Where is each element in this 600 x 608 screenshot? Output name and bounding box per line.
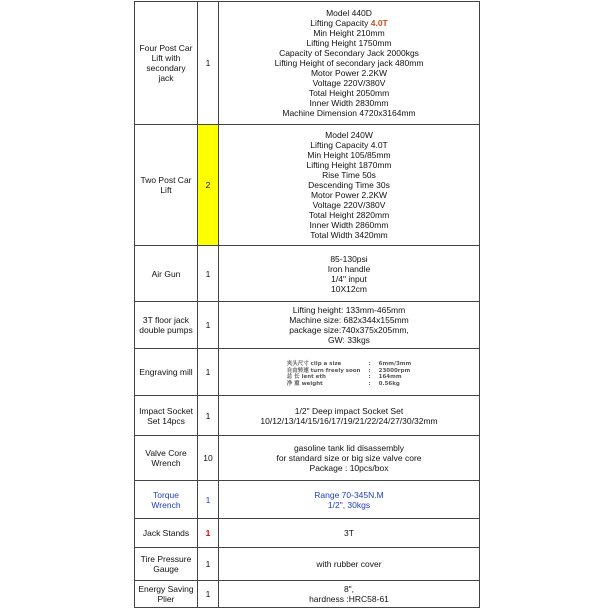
product-specs xyxy=(219,519,480,548)
spec-value: 164mm xyxy=(378,374,402,380)
product-name: Torque Wrench xyxy=(135,481,198,519)
quantity: 1 xyxy=(198,581,219,608)
spec-value: 23000rpm xyxy=(378,367,411,374)
spec-line: Total Height 2050mm xyxy=(308,88,390,98)
spec-line: hardness :HRC58-61 xyxy=(309,594,389,604)
table-row xyxy=(135,481,480,519)
spec-line: Model 240W xyxy=(325,130,373,140)
spec-line: Range 70-345N.M xyxy=(314,489,384,500)
spec-line: with rubber cover xyxy=(316,559,382,569)
spec-label: 夹头尺寸 clip a size xyxy=(286,361,342,367)
quantity: 1 xyxy=(198,349,219,396)
product-name: Energy Saving Plier xyxy=(135,581,198,608)
spec-line: Lifting height: 133mm-465mm xyxy=(292,305,406,315)
spec-line: Total Height 2820mm xyxy=(308,210,390,220)
spec-line: Min Height 210mm xyxy=(313,28,385,38)
product-name: Valve Core Wrench xyxy=(135,436,198,481)
quantity: 1 xyxy=(198,246,219,302)
spec-colon: : xyxy=(368,367,371,374)
spec-line: Min Height 105/85mm xyxy=(307,150,391,160)
spec-colon: : xyxy=(368,374,371,380)
spec-label: 自由转速 turn freely soon xyxy=(286,367,361,374)
spec-value: 6mm/3mm xyxy=(378,361,412,367)
product-specs xyxy=(219,302,480,349)
spec-line: gasoline tank lid disassembly xyxy=(293,443,405,453)
spec-line: Total Width 3420mm xyxy=(310,230,388,240)
table-row xyxy=(135,246,480,302)
engraving-spec-image xyxy=(287,361,412,387)
spec-line: Iron handle xyxy=(327,263,371,274)
spec-line: Inner Width 2830mm xyxy=(309,98,389,108)
spec-line: Lifting Height of secondary jack 480mm xyxy=(274,58,424,68)
spec-line: 3T xyxy=(344,528,354,538)
table-row xyxy=(135,2,480,125)
spec-line: 1/2", 30kgs xyxy=(327,499,371,510)
quantity: 1 xyxy=(198,481,219,519)
product-name: Jack Stands xyxy=(135,519,198,548)
spec-line: 1/2" Deep impact Socket Set xyxy=(294,405,404,416)
spec-value: 0.56kg xyxy=(378,380,400,387)
spec-line: Machine size: 682x344x155mm xyxy=(289,315,409,325)
spec-line: Inner Width 2860mm xyxy=(309,220,389,230)
quantity: 1 xyxy=(198,396,219,436)
product-name: Impact Socket Set 14pcs xyxy=(135,396,198,436)
spec-label: 总 长 lent eth xyxy=(286,374,326,380)
spec-line: package size:740x375x205mm, xyxy=(289,325,409,335)
table-row xyxy=(135,396,480,436)
spec-line: Lifting Capacity 4.0T xyxy=(310,140,388,150)
product-name: 3T floor jack double pumps xyxy=(135,302,198,349)
spec-line: Motor Power 2.2KW xyxy=(310,190,388,200)
table-row xyxy=(135,125,480,246)
spec-line: 10X12cm xyxy=(331,283,367,294)
product-name: Air Gun xyxy=(135,246,198,302)
product-specs xyxy=(219,349,480,396)
spec-line: for standard size or big size valve core xyxy=(276,453,422,463)
spec-line: Lifting Height 1870mm xyxy=(306,160,392,170)
spec-line: 10/12/13/14/15/16/17/19/21/22/24/27/30/32mm xyxy=(260,415,438,426)
spec-line: Voltage 220V/380V xyxy=(312,78,386,88)
spec-line xyxy=(222,18,476,28)
table-row xyxy=(135,548,480,581)
spec-line: 8", xyxy=(343,584,355,594)
table-row xyxy=(135,436,480,481)
product-specs xyxy=(219,481,480,519)
table-row xyxy=(135,581,480,608)
quantity: 1 xyxy=(198,302,219,349)
table-row xyxy=(135,519,480,548)
spec-line: Machine Dimension 4720x3164mm xyxy=(282,108,416,118)
quantity: 1 xyxy=(198,548,219,581)
spec-line: Lifting Height 1750mm xyxy=(306,38,392,48)
spec-line: Voltage 220V/380V xyxy=(312,200,386,210)
product-specs xyxy=(219,548,480,581)
product-specs xyxy=(219,581,480,608)
product-specs xyxy=(219,396,480,436)
spec-line: GW: 33kgs xyxy=(328,335,370,345)
quantity: 2 xyxy=(198,125,219,246)
spec-line: Capacity of Secondary Jack 2000kgs xyxy=(279,48,419,58)
product-specs xyxy=(219,125,480,246)
product-name: Two Post Car Lift xyxy=(135,125,198,246)
spec-line: Descending Time 30s xyxy=(308,180,390,190)
product-specs xyxy=(219,2,480,125)
quantity: 10 xyxy=(198,436,219,481)
spec-line: 85-130psi xyxy=(330,253,368,264)
spec-line: Motor Power 2.2KW xyxy=(310,68,388,78)
spec-line: Package : 10pcs/box xyxy=(309,463,389,473)
spec-label: 净 重 weight xyxy=(286,380,323,387)
product-name: Four Post Car Lift with secondary jack xyxy=(135,2,198,125)
spec-line: Rise Time 50s xyxy=(322,170,376,180)
table-row xyxy=(135,349,480,396)
spec-line: 1/4" input xyxy=(331,273,367,284)
quantity: 1 xyxy=(198,2,219,125)
quantity: 1 xyxy=(198,519,219,548)
product-name: Tire Pressure Gauge xyxy=(135,548,198,581)
product-specs xyxy=(219,436,480,481)
product-specs xyxy=(219,246,480,302)
spec-line: Model 440D xyxy=(326,8,372,18)
product-spec-table xyxy=(134,1,480,608)
table-row xyxy=(135,302,480,349)
spec-text: Lifting Capacity xyxy=(310,18,371,28)
spec-colon: : xyxy=(368,361,371,367)
spec-colon: : xyxy=(368,380,371,387)
product-name: Engraving mill xyxy=(135,349,198,396)
capacity-highlight: 4.0T xyxy=(370,18,388,28)
